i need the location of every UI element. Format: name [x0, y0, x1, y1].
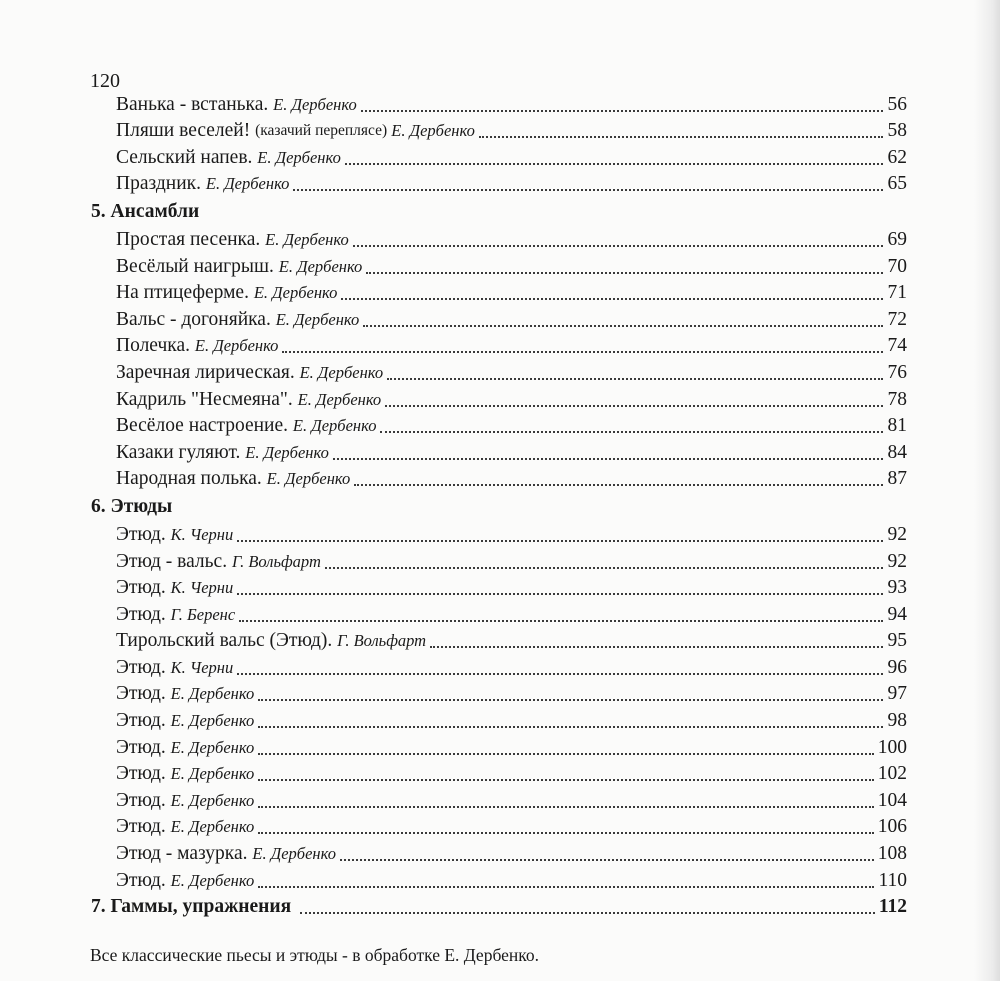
dot-leader	[258, 886, 874, 888]
toc-entry	[0, 170, 1000, 197]
dot-leader	[341, 298, 883, 300]
toc-entry	[0, 760, 1000, 787]
entry-author: Е. Дербенко	[387, 121, 475, 141]
entry-note: (казачий переплясе)	[255, 122, 388, 140]
dot-leader	[340, 859, 874, 861]
entry-title: Заречная лирическая.	[116, 361, 300, 383]
toc-entry	[0, 653, 1000, 680]
entry-title: Пляши веселей!	[116, 120, 256, 142]
entry-page: 76	[887, 361, 907, 383]
entry-author: Е. Дербенко	[297, 389, 382, 409]
entry-title: Весёлое настроение.	[116, 415, 293, 437]
entry-title: Этюд.	[116, 789, 171, 811]
entry-author: К. Черни	[170, 657, 234, 677]
entry-title: Этюд - вальс.	[116, 550, 232, 572]
toc-entry	[0, 358, 1000, 385]
dot-leader	[325, 567, 883, 569]
entry-page: 92	[887, 523, 907, 545]
entry-page: 102	[877, 763, 907, 785]
entry-title: Полечка.	[116, 335, 195, 357]
dot-leader	[258, 726, 883, 728]
toc-entry	[0, 733, 1000, 760]
dot-leader	[237, 540, 883, 542]
dot-leader	[293, 189, 883, 191]
section-6-list	[0, 520, 1000, 892]
dot-leader	[258, 806, 874, 808]
page-number: 120	[90, 70, 120, 92]
entry-author: Е. Дербенко	[170, 790, 255, 810]
entry-author: Е. Дербенко	[278, 256, 363, 276]
toc-entry	[0, 706, 1000, 733]
entry-author: Е. Дербенко	[170, 711, 255, 731]
entry-page: 65	[887, 173, 907, 195]
entry-author: Е. Дербенко	[170, 737, 255, 757]
entry-page: 110	[878, 869, 907, 891]
entry-page: 92	[887, 550, 907, 572]
toc-entry	[0, 680, 1000, 707]
toc-entry	[0, 600, 1000, 627]
toc-entry	[0, 786, 1000, 813]
dot-leader	[258, 753, 874, 755]
entry-title: Этюд.	[116, 523, 171, 545]
entry-page: 96	[887, 656, 907, 678]
entry-page: 72	[887, 308, 907, 330]
entry-page: 95	[887, 630, 907, 652]
toc-entry	[0, 143, 1000, 170]
entry-page: 70	[887, 255, 907, 277]
toc-entry	[0, 465, 1000, 492]
entry-title: Этюд.	[116, 683, 171, 705]
entry-page: 56	[887, 93, 907, 115]
dot-leader	[353, 245, 883, 247]
entry-author: Е. Дербенко	[253, 283, 338, 303]
entry-page: 94	[887, 603, 907, 625]
footnote: Все классические пьесы и этюды - в обработке Е. Дербенко.	[90, 945, 539, 965]
toc-entry	[0, 90, 1000, 117]
toc-entry	[0, 839, 1000, 866]
entry-page: 81	[887, 415, 907, 437]
dot-leader	[258, 779, 874, 781]
entry-page: 106	[877, 816, 907, 838]
toc-entry	[0, 279, 1000, 306]
toc-entry	[0, 866, 1000, 893]
dot-leader	[366, 272, 883, 274]
dot-leader	[237, 593, 883, 595]
entry-title: Этюд.	[116, 656, 171, 678]
section-heading-ensembles: 5. Ансамбли	[91, 201, 200, 223]
entry-title: Этюд.	[116, 816, 171, 838]
section-5-list	[0, 225, 1000, 491]
toc-entry	[0, 412, 1000, 439]
entry-author: Е. Дербенко	[205, 174, 290, 194]
toc-entry	[0, 252, 1000, 279]
dot-leader	[385, 405, 883, 407]
entry-page: 71	[887, 282, 907, 304]
entry-title: На птицеферме.	[116, 282, 254, 304]
entry-title: Праздник.	[116, 173, 206, 195]
entry-author: Г. Вольфарт	[337, 631, 427, 651]
entry-page: 84	[887, 441, 907, 463]
dot-leader	[361, 110, 883, 112]
dot-leader	[354, 484, 883, 486]
toc-entry	[0, 438, 1000, 465]
dot-leader	[363, 325, 883, 327]
entry-page: 74	[887, 335, 907, 357]
entry-author: Е. Дербенко	[252, 844, 336, 864]
entry-author: Е. Дербенко	[194, 336, 279, 356]
entry-page: 62	[887, 146, 907, 168]
entry-author: Е. Дербенко	[170, 684, 255, 704]
entry-author: Е. Дербенко	[170, 870, 255, 890]
dot-leader	[300, 912, 875, 914]
entry-title: Народная полька.	[116, 468, 267, 490]
entry-page: 69	[887, 228, 907, 250]
entry-title: Этюд.	[116, 577, 171, 599]
entry-title: Казаки гуляют.	[116, 441, 246, 463]
entry-author: Е. Дербенко	[273, 94, 357, 114]
section-heading-scales	[0, 893, 1000, 920]
entry-title: Этюд.	[116, 869, 171, 891]
toc-entry	[0, 305, 1000, 332]
entry-author: Е. Дербенко	[245, 442, 329, 462]
entry-author: Е. Дербенко	[299, 362, 384, 382]
entry-title: Сельский напев.	[116, 146, 258, 168]
entry-author: Е. Дербенко	[266, 469, 351, 489]
entry-page: 108	[877, 843, 907, 865]
dot-leader	[258, 699, 883, 701]
entry-page: 104	[877, 789, 907, 811]
entry-page: 93	[887, 577, 907, 599]
entry-page: 87	[887, 468, 907, 490]
entry-title: Тирольский вальс (Этюд).	[116, 630, 338, 652]
entry-title: Этюд.	[116, 710, 171, 732]
entry-author: Е. Дербенко	[292, 416, 377, 436]
dot-leader	[479, 136, 883, 138]
entry-author: К. Черни	[170, 578, 234, 598]
entry-title: Ванька - встанька.	[116, 93, 274, 115]
entry-author: Е. Дербенко	[275, 309, 360, 329]
entry-title: 7. Гаммы, упражнения	[91, 896, 296, 918]
entry-title: Этюд - мазурка.	[116, 843, 253, 865]
entry-title: Весёлый наигрыш.	[116, 255, 279, 277]
dot-leader	[380, 431, 883, 433]
toc-entry	[0, 117, 1000, 144]
dot-leader	[239, 620, 883, 622]
toc-entry	[0, 225, 1000, 252]
entry-title: Этюд.	[116, 736, 171, 758]
dot-leader	[345, 163, 883, 165]
entry-title: Кадриль "Несмеяна".	[116, 388, 298, 410]
entry-page: 98	[887, 710, 907, 732]
entry-title: Простая песенка.	[116, 228, 266, 250]
entry-author: Г. Вольфарт	[231, 551, 321, 571]
entry-page: 100	[877, 736, 907, 758]
entry-author: Е. Дербенко	[257, 147, 341, 167]
entry-page: 58	[887, 120, 907, 142]
toc-entry	[0, 520, 1000, 547]
toc-entry	[0, 385, 1000, 412]
entry-author: Е. Дербенко	[170, 764, 255, 784]
entry-page: 97	[887, 683, 907, 705]
dot-leader	[333, 458, 883, 460]
toc-entry	[0, 574, 1000, 601]
entry-page: 78	[887, 388, 907, 410]
toc-entry	[0, 547, 1000, 574]
entry-title: Вальс - догоняйка.	[116, 308, 276, 330]
toc-entry	[0, 332, 1000, 359]
table-of-contents	[0, 90, 1000, 919]
dot-leader	[282, 351, 883, 353]
entry-title: Этюд.	[116, 763, 171, 785]
entry-author: Е. Дербенко	[265, 229, 349, 249]
dot-leader	[387, 378, 883, 380]
entry-title: Этюд.	[116, 603, 171, 625]
entry-author: Е. Дербенко	[170, 817, 255, 837]
toc-entry	[0, 627, 1000, 654]
entry-page: 112	[878, 896, 907, 918]
dot-leader	[237, 673, 883, 675]
dot-leader	[258, 832, 874, 834]
entry-author: К. Черни	[170, 524, 234, 544]
dot-leader	[430, 646, 883, 648]
toc-entry	[0, 813, 1000, 840]
entry-author: Г. Беренс	[170, 604, 236, 624]
section-heading-etudes: 6. Этюды	[91, 496, 173, 518]
